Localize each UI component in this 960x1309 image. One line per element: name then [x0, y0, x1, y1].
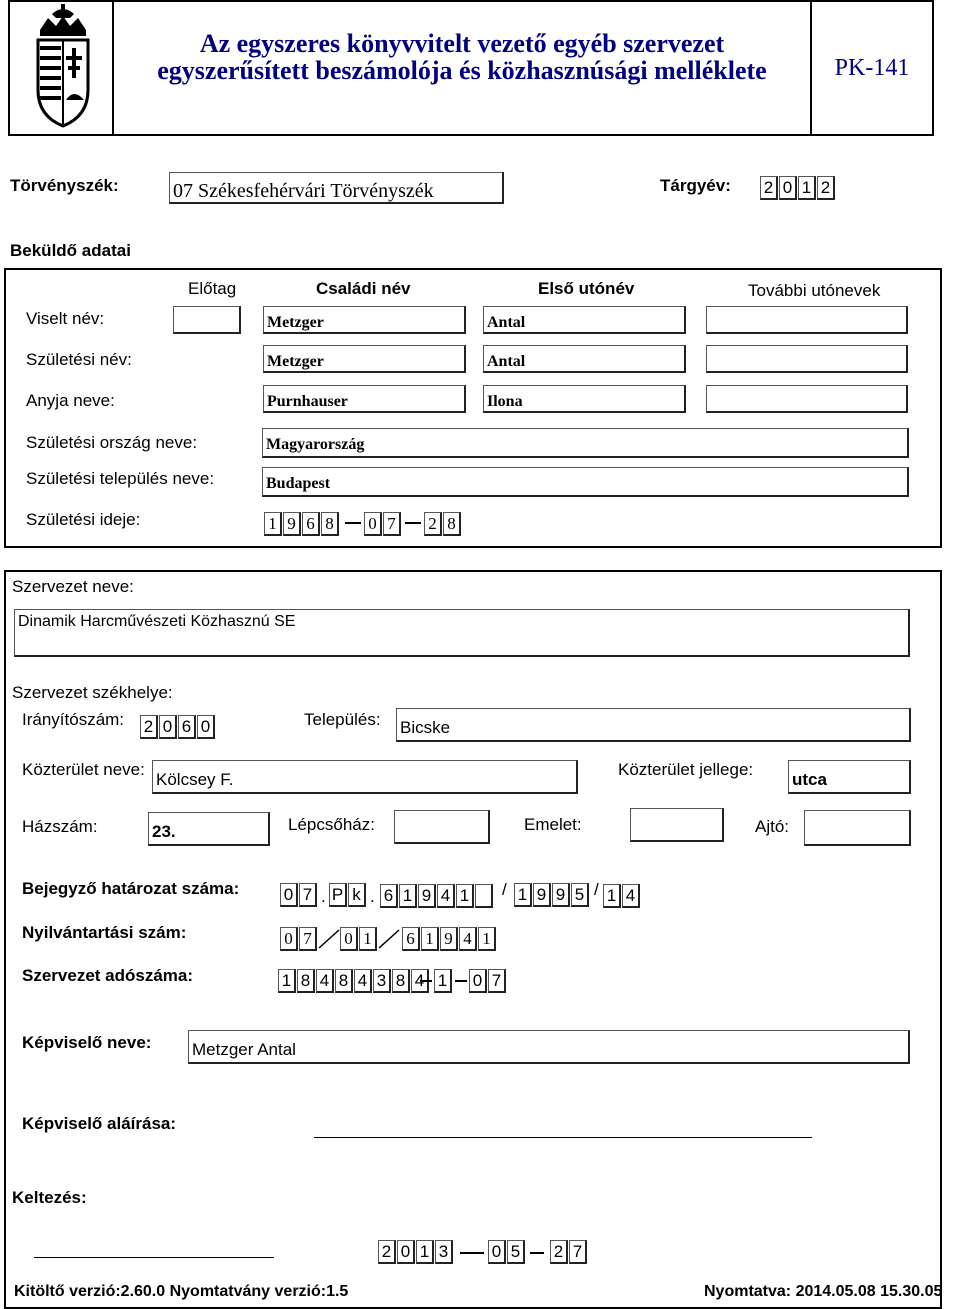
court-field[interactable]: 07 Székesfehérvári Törvényszék [169, 172, 504, 204]
tax-cells-c[interactable] [469, 969, 507, 993]
birth-year-cells[interactable] [264, 512, 340, 536]
digit-cell[interactable]: 4 [459, 927, 477, 951]
digit-cell[interactable]: 5 [507, 1240, 525, 1264]
digit-cell[interactable]: 1 [798, 176, 816, 200]
city-label: Település: [304, 710, 381, 729]
stair-label: Lépcsőház: [288, 815, 375, 834]
street-field[interactable]: Kölcsey F. [152, 760, 578, 794]
digit-cell[interactable]: 9 [283, 512, 301, 536]
digit-cell[interactable]: 7 [488, 969, 506, 993]
city-field[interactable]: Bicske [396, 708, 911, 742]
signature-label: Képviselő aláírása: [22, 1114, 177, 1133]
date-dash-2 [530, 1252, 544, 1254]
registry-slash-1 [318, 928, 340, 955]
org-name-label: Szervezet neve: [12, 577, 134, 596]
birth-day-cells[interactable] [424, 512, 462, 536]
worn-prefix-field[interactable] [173, 306, 241, 334]
digit-cell[interactable]: 4 [411, 969, 429, 993]
decision-dot-1: . [321, 887, 326, 906]
zip-label: Irányítószám: [22, 710, 125, 729]
date-year-cells[interactable] [378, 1240, 454, 1264]
birth-date-label: Születési ideje: [26, 510, 141, 529]
digit-cell[interactable]: 2 [550, 1240, 568, 1264]
digit-cell[interactable]: 1 [359, 927, 377, 951]
mother-label: Anyja neve: [26, 391, 115, 410]
court-label: Törvényszék: [10, 176, 119, 195]
digit-cell[interactable]: 1 [264, 512, 282, 536]
digit-cell[interactable]: 7 [299, 927, 317, 951]
birth-month-cells[interactable] [364, 512, 402, 536]
digit-cell[interactable]: P [329, 883, 347, 907]
decision-cells-b[interactable] [329, 883, 367, 907]
birth-more-field[interactable] [706, 345, 908, 373]
year-cells[interactable] [760, 176, 836, 200]
digit-cell[interactable]: 1 [421, 927, 439, 951]
digit-cell[interactable]: 1 [478, 927, 496, 951]
digit-cell[interactable]: 5 [571, 883, 589, 907]
worn-more-field[interactable] [706, 306, 908, 334]
decision-cells-d[interactable] [514, 883, 590, 907]
date-dash-1 [460, 1252, 484, 1254]
registry-cells-a[interactable] [280, 927, 318, 951]
worn-family-field[interactable]: Metzger [263, 306, 466, 334]
digit-cell[interactable]: 4 [354, 969, 372, 993]
year-label: Tárgyév: [660, 176, 731, 195]
digit-cell[interactable]: 1 [399, 884, 417, 908]
digit-cell[interactable]: 0 [364, 512, 382, 536]
sender-section-title: Beküldő adatai [10, 241, 131, 260]
date-label: Keltezés: [12, 1188, 87, 1207]
birth-name-label: Születési név: [26, 350, 132, 369]
registry-slash-2 [378, 928, 400, 955]
digit-cell[interactable]: 1 [434, 969, 452, 993]
registry-cells-b[interactable] [340, 927, 378, 951]
digit-cell[interactable]: 7 [383, 512, 401, 536]
digit-cell[interactable]: k [348, 883, 366, 907]
signature-line [314, 1137, 812, 1138]
digit-cell[interactable]: 1 [278, 969, 296, 993]
digit-cell[interactable]: 4 [316, 969, 334, 993]
digit-cell[interactable]: 1 [603, 884, 621, 908]
rep-name-field[interactable]: Metzger Antal [188, 1030, 910, 1064]
rep-label: Képviselő neve: [22, 1033, 152, 1052]
digit-cell[interactable]: 1 [416, 1240, 434, 1264]
door-label: Ajtó: [755, 817, 790, 836]
decision-slash-1: / [502, 880, 507, 899]
digit-cell[interactable]: 9 [418, 884, 436, 908]
form-title-line2: egyszerűsített beszámolója és közhasznúsági melléklete [157, 56, 767, 85]
mother-more-field[interactable] [706, 385, 908, 413]
digit-cell[interactable]: 2 [378, 1240, 396, 1264]
col-first-header: Első utónév [538, 279, 635, 298]
digit-cell[interactable]: 6 [402, 927, 420, 951]
digit-cell[interactable]: 1 [514, 883, 532, 907]
footer-version: Kitöltő verzió:2.60.0 Nyomtatvány verzió:1.5 [14, 1283, 349, 1300]
digit-cell[interactable]: 6 [380, 884, 398, 908]
digit-cell[interactable]: 8 [297, 969, 315, 993]
digit-cell[interactable]: 2 [424, 512, 442, 536]
digit-cell[interactable]: 2 [140, 715, 158, 739]
floor-label: Emelet: [524, 815, 582, 834]
zip-cells[interactable] [140, 715, 216, 739]
decision-cells-a[interactable] [280, 883, 318, 907]
org-seat-label: Szervezet székhelye: [12, 683, 173, 702]
date-month-cells[interactable] [488, 1240, 526, 1264]
street-type-field[interactable]: utca [788, 760, 911, 794]
tax-dash-2 [455, 980, 467, 982]
registry-label: Nyilvántartási szám: [22, 923, 187, 942]
col-prefix-header: Előtag [188, 279, 237, 298]
tax-dash-1 [420, 980, 432, 982]
col-more-header: További utónevek [748, 281, 881, 300]
digit-cell[interactable]: 8 [392, 969, 410, 993]
coat-of-arms-icon [30, 4, 96, 130]
org-name-field[interactable]: Dinamik Harcművészeti Közhasznú SE [14, 609, 910, 657]
digit-cell[interactable]: 6 [302, 512, 320, 536]
digit-cell[interactable]: 2 [760, 176, 778, 200]
birth-first-field[interactable]: Antal [483, 345, 686, 373]
house-field[interactable]: 23. [148, 812, 270, 846]
digit-cell[interactable]: 6 [178, 715, 196, 739]
date-day-cells[interactable] [550, 1240, 588, 1264]
digit-cell[interactable]: 0 [159, 715, 177, 739]
digit-cell[interactable]: 7 [299, 883, 317, 907]
street-label: Közterület neve: [22, 760, 145, 779]
birth-country-field[interactable]: Magyarország [262, 428, 909, 458]
tax-cells-a[interactable] [278, 969, 430, 993]
digit-cell[interactable]: 0 [469, 969, 487, 993]
decision-cells-e[interactable] [603, 884, 641, 908]
tax-label: Szervezet adószáma: [22, 966, 194, 985]
digit-cell[interactable]: 1 [456, 884, 474, 908]
birth-date-dash-1 [345, 522, 361, 524]
digit-cell[interactable]: 2 [817, 176, 835, 200]
birth-family-field[interactable]: Metzger [263, 345, 466, 373]
digit-cell[interactable]: 0 [779, 176, 797, 200]
birth-city-field[interactable]: Budapest [262, 467, 909, 497]
stair-field[interactable] [394, 810, 490, 844]
mother-family-field[interactable]: Purnhauser [263, 385, 466, 413]
digit-cell[interactable]: 3 [435, 1240, 453, 1264]
digit-cell[interactable]: 9 [552, 883, 570, 907]
form-title [114, 30, 810, 84]
decision-cells-c[interactable] [380, 884, 494, 908]
place-line [34, 1257, 274, 1258]
street-type-label: Közterület jellege: [618, 760, 754, 779]
form-title-line1: Az egyszeres könyvvitelt vezető egyéb szervezet [199, 29, 725, 58]
birth-country-label: Születési ország neve: [26, 433, 198, 452]
door-field[interactable] [804, 810, 911, 846]
tax-cells-b[interactable] [434, 969, 453, 993]
digit-cell[interactable]: 0 [397, 1240, 415, 1264]
form-code: PK-141 [834, 55, 910, 81]
digit-cell[interactable]: 8 [321, 512, 339, 536]
digit-cell[interactable]: 0 [197, 715, 215, 739]
worn-name-label: Viselt név: [26, 309, 105, 328]
decision-dot-2: . [370, 887, 375, 906]
birth-city-label: Születési település neve: [26, 469, 215, 488]
digit-cell[interactable]: 0 [340, 927, 358, 951]
digit-cell[interactable]: 9 [533, 883, 551, 907]
digit-cell[interactable]: 0 [280, 927, 298, 951]
digit-cell[interactable] [475, 884, 493, 908]
digit-cell[interactable]: 4 [437, 884, 455, 908]
birth-date-dash-2 [405, 522, 421, 524]
digit-cell[interactable]: 3 [373, 969, 391, 993]
decision-label: Bejegyző határozat száma: [22, 879, 240, 898]
digit-cell[interactable]: 4 [622, 884, 640, 908]
digit-cell[interactable]: 8 [335, 969, 353, 993]
floor-field[interactable] [630, 808, 724, 842]
registry-cells-c[interactable] [402, 927, 497, 951]
footer-printed: Nyomtatva: 2014.05.08 15.30.05 [704, 1283, 943, 1300]
col-family-header: Családi név [316, 279, 411, 298]
digit-cell[interactable]: 7 [569, 1240, 587, 1264]
digit-cell[interactable]: 0 [488, 1240, 506, 1264]
decision-slash-2: / [594, 880, 599, 899]
digit-cell[interactable]: 9 [440, 927, 458, 951]
worn-first-field[interactable]: Antal [483, 306, 686, 334]
mother-first-field[interactable]: Ilona [483, 385, 686, 413]
digit-cell[interactable]: 8 [443, 512, 461, 536]
house-label: Házszám: [22, 817, 98, 836]
digit-cell[interactable]: 0 [280, 883, 298, 907]
